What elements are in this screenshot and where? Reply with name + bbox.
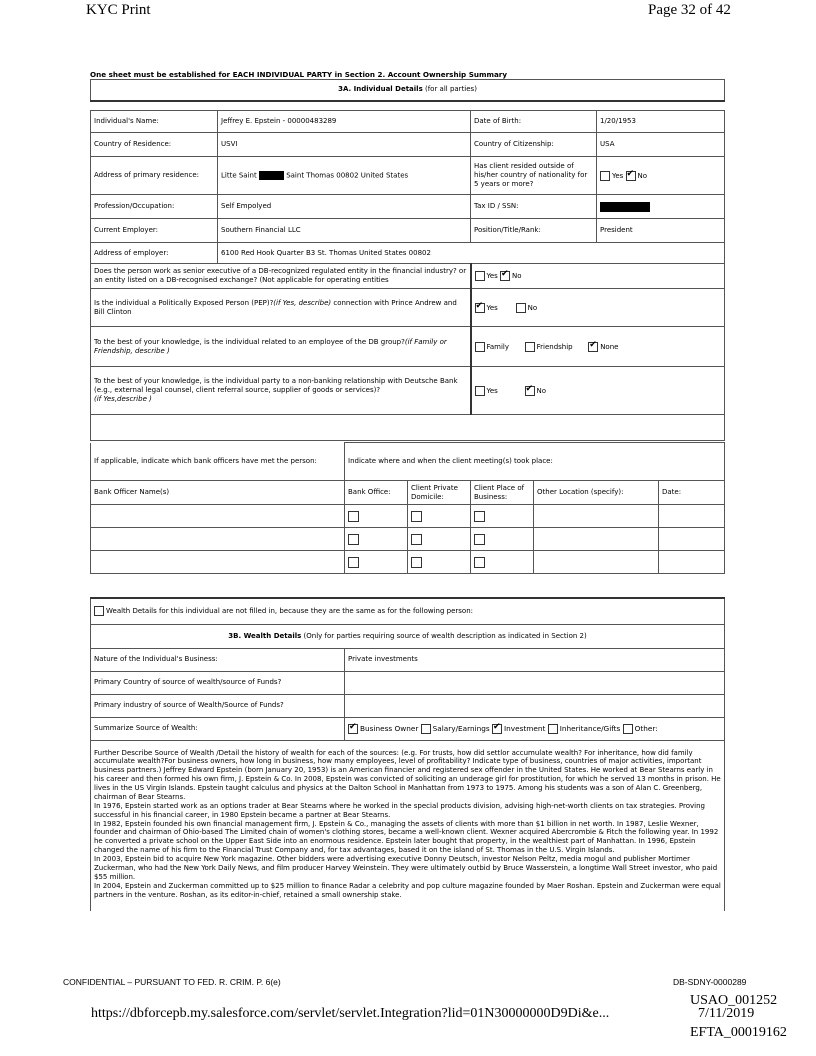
place-of-business-checkbox[interactable] xyxy=(474,534,485,545)
address-pre: Litte Saint xyxy=(221,171,257,180)
other-label: Other: xyxy=(634,723,658,733)
print-header-title: KYC Print xyxy=(86,2,151,18)
related-question-hint: (if Family or Friendship, describe ) xyxy=(94,337,447,355)
bank-office-checkbox[interactable] xyxy=(348,511,359,522)
other-checkbox[interactable] xyxy=(623,724,633,734)
position-value: President xyxy=(597,219,725,243)
employer-address-label: Address of employer: xyxy=(91,243,218,264)
taxid-value xyxy=(597,195,725,219)
friendship-label: Friendship xyxy=(536,342,573,351)
meeting-row xyxy=(91,505,725,528)
pep-no-label: No xyxy=(527,303,538,312)
dob-value: 1/20/1953 xyxy=(597,111,725,133)
senior-exec-yes-label: Yes xyxy=(486,272,498,280)
none-label: None xyxy=(600,342,619,351)
section-3a-title-note: (for all parties) xyxy=(424,85,477,94)
citizenship-value: USA xyxy=(597,133,725,157)
individual-details-table xyxy=(90,79,725,441)
senior-exec-question: Does the person work as senior executive of a DB-recognized regulated entity in the financial industry? or an entity listed on a DB-recognised exchange? (Not applicable for operating entities xyxy=(91,264,471,289)
nonbank-yes-label: Yes xyxy=(486,386,498,395)
same-as-row xyxy=(91,598,725,624)
residence-value: USVI xyxy=(218,133,471,157)
private-domicile-checkbox[interactable] xyxy=(411,534,422,545)
resided-yes-label: Yes xyxy=(612,171,624,180)
usao-number: USAO_001252 xyxy=(690,993,778,1008)
address-label: Address of primary residence: xyxy=(91,157,218,195)
business-owner-checkbox[interactable] xyxy=(348,724,358,734)
bates-number: DB-SDNY-0000289 xyxy=(673,977,747,987)
resided-outside-options xyxy=(597,157,725,195)
intro-instruction: One sheet must be established for EACH INDIVIDUAL PARTY in Section 2. Account Ownership Summary xyxy=(90,70,508,79)
nonbank-options xyxy=(471,367,725,415)
investment-checkbox[interactable] xyxy=(492,724,502,734)
resided-yes-checkbox[interactable] xyxy=(600,171,610,181)
none-checkbox[interactable] xyxy=(588,342,598,352)
nonbank-no-checkbox[interactable] xyxy=(525,386,535,396)
family-checkbox[interactable] xyxy=(475,342,485,352)
wealth-country-value xyxy=(345,671,725,694)
meetings-table xyxy=(90,442,725,574)
address-value xyxy=(218,157,471,195)
section-3b-title-note: (Only for parties requiring source of wealth description as indicated in Section 2) xyxy=(303,631,587,640)
pep-question-text: Is the individual a Politically Exposed Person (PEP)? xyxy=(94,298,274,307)
print-date: 7/11/2019 xyxy=(698,1006,755,1021)
nonbank-question xyxy=(91,367,471,415)
employer-address-value: 6100 Red Hook Quarter B3 St. Thomas United States 00802 xyxy=(218,243,725,264)
private-domicile-checkbox[interactable] xyxy=(411,511,422,522)
private-domicile-checkbox[interactable] xyxy=(411,557,422,568)
wealth-industry-value xyxy=(345,694,725,717)
col-date: Date: xyxy=(659,481,725,505)
officers-label: If applicable, indicate which bank officers have met the person: xyxy=(91,443,345,481)
senior-exec-yes-checkbox[interactable] xyxy=(475,271,485,281)
friendship-checkbox[interactable] xyxy=(525,342,535,352)
meeting-row xyxy=(91,528,725,551)
nonbank-question-hint: (if Yes,describe ) xyxy=(94,394,152,403)
pep-yes-label: Yes xyxy=(486,303,498,312)
col-bank-office: Bank Office: xyxy=(345,481,408,505)
col-bank-officer: Bank Officer Name(s) xyxy=(91,481,345,505)
section-3a-title: 3A. Individual Details xyxy=(338,85,423,94)
address-redaction xyxy=(259,171,284,180)
meeting-row xyxy=(91,551,725,574)
address-post: Saint Thomas 00802 United States xyxy=(286,171,409,180)
name-value: Jeffrey E. Epstein - 00000483289 xyxy=(218,111,471,133)
place-of-business-checkbox[interactable] xyxy=(474,511,485,522)
nature-value: Private investments xyxy=(345,648,725,671)
employer-value: Southern Financial LLC xyxy=(218,219,471,243)
taxid-redaction xyxy=(600,202,650,212)
senior-exec-options xyxy=(471,264,725,289)
residence-label: Country of Residence: xyxy=(91,133,218,157)
col-place-of-business: Client Place of Business: xyxy=(471,481,534,505)
efta-number: EFTA_00019162 xyxy=(690,1025,787,1040)
col-private-domicile: Client Private Domicile: xyxy=(408,481,471,505)
source-url: https://dbforcepb.my.salesforce.com/servlet/servlet.Integration?lid=01N30000000D9Di&e... xyxy=(91,1006,610,1021)
summarize-label: Summarize Source of Wealth: xyxy=(91,717,345,740)
meeting-location-label: Indicate where and when the client meeting(s) took place: xyxy=(345,443,725,481)
citizenship-label: Country of Citizenship: xyxy=(471,133,597,157)
dob-label: Date of Birth: xyxy=(471,111,597,133)
pep-yes-checkbox[interactable] xyxy=(475,303,485,313)
nonbank-yes-checkbox[interactable] xyxy=(475,386,485,396)
inheritance-checkbox[interactable] xyxy=(548,724,558,734)
business-owner-label: Business Owner xyxy=(360,723,419,733)
salary-label: Salary/Earnings xyxy=(432,723,490,733)
family-label: Family xyxy=(486,342,510,351)
wealth-industry-label: Primary industry of source of Wealth/Source of Funds? xyxy=(91,694,345,717)
page-number: Page 32 of 42 xyxy=(648,2,731,18)
narrative-paragraph: In 2004, Epstein and Zuckerman committed up to $25 million to finance Radar a celebrity and pop culture magazine founded by Maer Roshan. Epstein and Zuckerman were equal partners in the venture. Roshan, as its editor-in-chief, retained a small ownership stake. xyxy=(94,881,721,899)
pep-description: connection with Prince Andrew and Bill Clinton xyxy=(94,298,457,316)
senior-exec-no-checkbox[interactable] xyxy=(500,271,510,281)
related-options xyxy=(471,327,725,367)
wealth-details-table xyxy=(90,597,725,911)
nonbank-question-text: To the best of your knowledge, is the individual party to a non-banking relationship with Deutsche Bank (e.g., external legal counsel, client referral source, supplier of goods or services)? xyxy=(94,377,458,395)
salary-checkbox[interactable] xyxy=(421,724,431,734)
nature-label: Nature of the Individual's Business: xyxy=(91,648,345,671)
resided-no-label: No xyxy=(637,171,648,180)
narrative-paragraph: In 1976, Epstein started work as an options trader at Bear Stearns where he worked in the special products division, advising high-net-worth clients on tax strategies. Proving successful in his financial career, in 1980 Epstein became a partner at Bear Stearns. xyxy=(94,801,705,819)
section-3b-title-cell xyxy=(91,624,725,648)
narrative-paragraph: In 1982, Epstein founded his own financial management firm, J. Epstein & Co., managing the assets of clients with more than $1 billion in net worth. In 1987, Leslie Wexner, founder and chairman of Ohio-based The Limited chain of women's clothing stores, became a well-known client. Wexner acquired Abercrombie & Fitch the following year. In 1992 he converted a private school on the Upper East Side into an enormous residence. Epstein later bought that property, in the wealthiest part of Manhattan. In 1996, Epstein changed the name of his firm to the Financial Trust Company and, for tax advantages, based it on the island of St. Thomas in the U.S. Virgin Islands. xyxy=(94,819,719,855)
place-of-business-checkbox[interactable] xyxy=(474,557,485,568)
profession-value: Self Empolyed xyxy=(218,195,471,219)
resided-outside-label: Has client resided outside of his/her country of nationality for 5 years or more? xyxy=(471,157,597,195)
section-3a-title-cell xyxy=(91,80,725,101)
wealth-country-label: Primary Country of source of wealth/source of Funds? xyxy=(91,671,345,694)
profession-label: Profession/Occupation: xyxy=(91,195,218,219)
pep-no-checkbox[interactable] xyxy=(516,303,526,313)
col-other-location: Other Location (specify): xyxy=(534,481,659,505)
same-as-checkbox[interactable] xyxy=(94,606,104,616)
pep-options xyxy=(471,289,725,327)
bank-office-checkbox[interactable] xyxy=(348,534,359,545)
wealth-narrative xyxy=(91,740,725,911)
pep-question-hint: (if Yes, describe) xyxy=(273,298,332,307)
senior-exec-no-label: No xyxy=(512,272,522,280)
inheritance-label: Inheritance/Gifts xyxy=(559,723,621,733)
summarize-options xyxy=(345,717,725,740)
section-3b-title: 3B. Wealth Details xyxy=(228,631,302,640)
confidential-notice: CONFIDENTIAL – PURSUANT TO FED. R. CRIM. P. 6(e) xyxy=(63,977,281,987)
narrative-paragraph: In 2003, Epstein bid to acquire New York magazine. Other bidders were advertising executive Donny Deutsch, investor Nelson Peltz, media mogul and publisher Mortimer Zuckerman, who had the New York Daily News, and film producer Harvey Weinstein. They were ultimately outbid by Bruce Wasserstein, a longtime Wall Street investor, who paid $55 million. xyxy=(94,855,718,881)
related-question-text: To the best of your knowledge, is the individual related to an employee of the DB group? xyxy=(94,337,405,346)
name-label: Individual's Name: xyxy=(91,111,218,133)
nonbank-no-label: No xyxy=(536,386,547,395)
investment-label: Investment xyxy=(504,723,546,733)
narrative-paragraph: Further Describe Source of Wealth /Detail the history of wealth for each of the sources: (e.g. For trusts, how did settlor accumulate wealth? For inheritance, how did family accumulate wealth?For business owners, how long in business, how many employees, level of profitability? Indicate type of business, countries of major activities, important business partners.) Jeffrey Edward Epstein (born January 20, 1953) is an American financier and registered sex offender in the United States. He worked at Bear Stearns early in his career and then formed his own firm, J. Epstein & Co. In 2008, Epstein was convicted of soliciting an underage girl for prostitution, for which he served 13 months in prison. He lives in the US Virgin Islands. Epstein taught calculus and physics at the Dalton School in Manhattan from 1973 to 1975. Among his students was a son of Alan C. Greenberg, chairman of Bear Stearns. xyxy=(94,748,721,801)
employer-label: Current Employer: xyxy=(91,219,218,243)
related-employee-question xyxy=(91,327,471,367)
resided-no-checkbox[interactable] xyxy=(626,171,636,181)
position-label: Position/Title/Rank: xyxy=(471,219,597,243)
same-as-label: Wealth Details for this individual are not filled in, because they are the same as for the following person: xyxy=(106,607,474,616)
bank-office-checkbox[interactable] xyxy=(348,557,359,568)
pep-question xyxy=(91,289,471,327)
taxid-label: Tax ID / SSN: xyxy=(471,195,597,219)
